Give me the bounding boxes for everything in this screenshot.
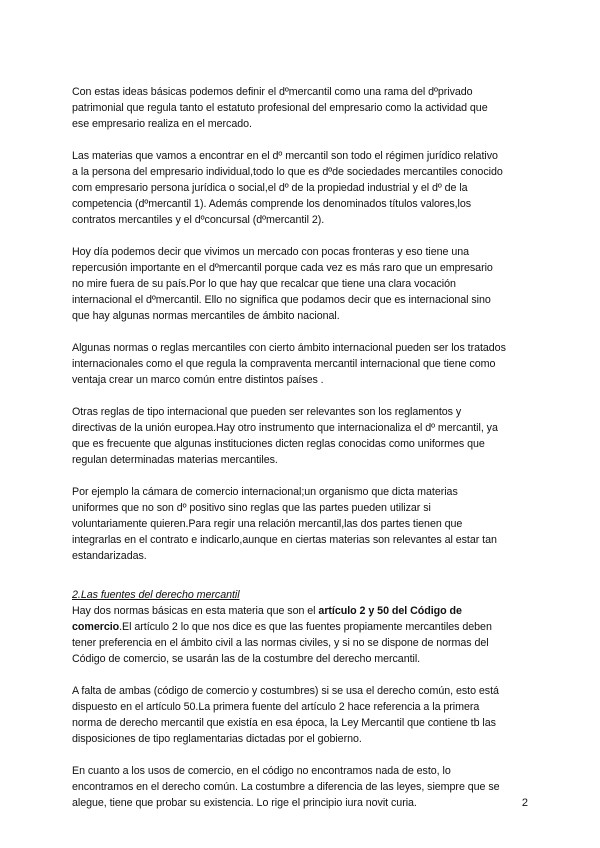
intro-text: Hay dos normas básicas en esta materia que son el: [72, 605, 319, 617]
section-title: 2.Las fuentes del derecho mercantil: [72, 589, 240, 601]
page-number: 2: [521, 797, 528, 809]
page-content: [72, 84, 534, 827]
paragraph-falta-ambas: A falta de ambas (código de comercio y costumbres) si se usa el derecho común, esto está dispuesto en el artículo 50.La primera fuente del artículo 2 hace referencia a la primera norma de derecho mercantil que existía en esa época, la Ley Mercantil que contiene tb las disposiciones de tipo reglamentarias dictadas por el gobierno.: [72, 685, 499, 745]
paragraph-usos-comercio: En cuanto a los usos de comercio, en el código no encontramos nada de esto, lo encontramos en el derecho común. La costumbre a diferencia de las leyes, siempre que se alegue, tiene que probar su existencia. Lo rige el principio iura novit curia.: [72, 765, 500, 809]
paragraph-camara-comercio: Por ejemplo la cámara de comercio internacional;un organismo que dicta materias uniformes que no son dº positivo sino reglas que las partes pueden utilizar si voluntariamente quieren.Para regir una relación mercantil,las dos partes tienen que integrarlas en el contrato e indicarlo,aunque en ciertas materias son relevantes al estar tan estandarizadas.: [72, 486, 497, 562]
section-fuentes: [72, 587, 534, 811]
intro-continuation: .El artículo 2 lo que nos dice es que las fuentes propiamente mercantiles deben tener preferencia en el ámbito civil a las normas civiles, y si no se dispone de normas del Código de comercio, se usarán las de la costumbre del derecho mercantil.: [72, 621, 492, 665]
paragraph-normas-internacionales: Algunas normas o reglas mercantiles con cierto ámbito internacional pueden ser los tratados internacionales como el que regula la compraventa mercantil internacional que tiene como ventaja crear un marco común entre distintos países .: [72, 342, 506, 386]
paragraph-definition: Con estas ideas básicas podemos definir el dºmercantil como una rama del dºprivado patrimonial que regula tanto el estatuto profesional del empresario como la actividad que ese empresario realiza en el mercado.: [72, 86, 488, 130]
bold-reference: artículo 2 y 50 del Código de comercio: [72, 605, 462, 633]
paragraph-reglas-internacionales: Otras reglas de tipo internacional que pueden ser relevantes son los reglamentos y directivas de la unión europea.Hay otro instrumento que internacionaliza el dº mercantil, ya que es frecuente que algunas instituciones dicten reglas conocidas como uniformes que regulan determinadas materias mercantiles.: [72, 406, 498, 466]
paragraph-normas-basicas: [72, 603, 534, 667]
paragraph-mercado: Hoy día podemos decir que vivimos un mercado con pocas fronteras y eso tiene una repercusión importante en el dºmercantil porque cada vez es más raro que un empresario no mire fuera de su país.Por lo que hay que recalcar que tiene una clara vocación internacional el dºmercantil. Ello no significa que podamos decir que es internacional sino que hay algunas normas mercantiles de ámbito nacional.: [72, 246, 493, 322]
paragraph-materias: Las materias que vamos a encontrar en el dº mercantil son todo el régimen jurídico relativo a la persona del empresario individual,todo lo que es dºde sociedades mercantiles conocido com empresario persona jurídica o social,el dº de la propiedad industrial y el dº de la competencia (dºmercantil 1). Además comprende los denominados títulos valores,los contratos mercantiles y el dºconcursal (dºmercantil 2).: [72, 150, 503, 226]
